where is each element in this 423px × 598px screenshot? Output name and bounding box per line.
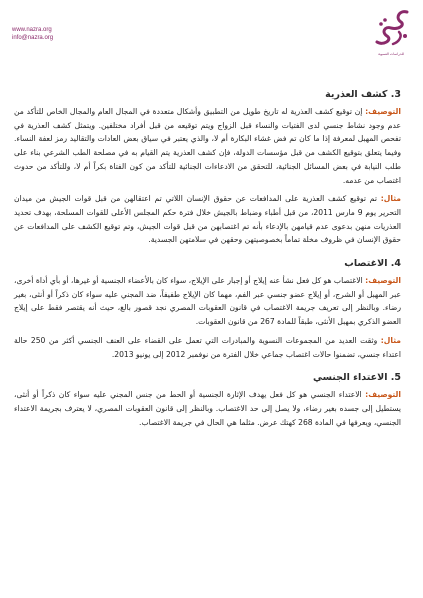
- paragraph-label: التوصيف:: [365, 276, 401, 286]
- email-link[interactable]: info@nazra.org: [12, 35, 54, 41]
- paragraph-text: إن توقيع كشف العذرية له تاريخ طويل من التطبيق وأشكال متعددة في المجال العام والمجال الخاص للتأكد من عدم وجود نشاط جنسي لدى الفتيات والنساء قبل الزواج ويتم توقيعه من قبل أفراد مختلفين. ويتمثل كشف العذرية في تفحص المهبل لمعرفة إذا ما كان تم فض غشاء البكارة أم لا، والذي يعتبر في سياق بعض العادات والتقاليد رمز لعفة النساء. وفيما يتعلق بتوقيع الكشف من قبل مؤسسات الدولة، فإن كشف العذرية يتم القيام به في مصلحة الطب الشرعي بناء على طلب النيابة في بعض المسائل الجنائية، للتحقق من الادعاءات الجنائية للتأكد من كون الفتاة بكراً أم لا، وللتأكد من حدوث اغتصاب من عدمه.: [14, 107, 401, 185]
- paragraph-text: الاعتداء الجنسي هو كل فعل يهدف الإثارة الجنسية أو الحط من جنس المجني عليه سواء كان ذكراً أو أنثى، يستطيل إلى جسده بغير رضاء، ولا يصل إلى حد الاغتصاب. وبالنظر إلى قانون العقوبات المصري، لا يعترف بجريمة الاعتداء الجنسي، ويعرفها في المادة 268 كهتك عرض. مثلما هي الحال في جريمة الاغتصاب.: [14, 390, 401, 427]
- nazra-logo-mark-icon: [369, 6, 413, 52]
- section-title: 5. الاعتداء الجنسي: [313, 372, 401, 384]
- paragraph-text: الاغتصاب هو كل فعل نشأ عنه إيلاج أو إجبار على الإيلاج، سواء كان بالأعضاء الجنسية أو غيرها، أو بأي أداة أخرى، عبر المهبل أو الشرج، أو إيلاج عضو جنسي عبر الفم، مهما كان الإيلاج طفيفاً، ضد المجني عليه سواء كان ذكراً أو أنثى، بغير رضاء. وبالنظر إلى تعريف جريمة الاغتصاب في قانون العقوبات المصري نجد قصور بالغ، حيث أنه يقتصر فقط على إيلاج العضو الذكري بمهبل الأنثى، طبقاً للمادة 267 من قانون العقوبات.: [14, 276, 401, 327]
- section-title: 3. كشف العذرية: [325, 89, 401, 100]
- paragraph-text: وثقت العديد من المجموعات النسوية والمبادرات التي تعمل على القضاء على العنف الجنسي أكثر من 250 حالة اعتداء جنسي، تضمنوا حالات اغتصاب جماعي خلال الفترة من نوفمبر 2012 إلى يونيو 2013.: [14, 335, 401, 359]
- logo-caption: للدراسات النسوية: [378, 52, 404, 56]
- paragraph-text: تم توقيع كشف العذرية على المدافعات عن حقوق الإنسان اللاتي تم اعتقالهن من قبل قوات الجيش من ميدان التحرير يوم 9 مارس 2011، من قبل أطباء وضباط بالجيش خلال فترة حكم المجلس الأعلى للقوات المسلحة، بهدف تحديد العذريات منهن بدعوى عدم قيامهن بالإدعاء بأنه تم اغتصابهن من قبل قوات الجيش، وتم توقيع الكشف على المدافعات عن حقوق الإنسان في ظروف مخلة تماماً بخصوصيتهن وحقهن في سلامتهن الجسدية.: [14, 194, 401, 245]
- paragraph-label: مثال:: [380, 335, 402, 345]
- paragraph: [14, 388, 401, 429]
- section-1: [14, 88, 401, 247]
- header-contact: [12, 26, 53, 42]
- website-link[interactable]: www.nazra.org: [12, 27, 52, 33]
- paragraph: [14, 192, 401, 247]
- nazra-logo: [367, 6, 415, 66]
- document-body: [14, 64, 401, 434]
- section-3: [14, 371, 401, 429]
- paragraph-label: مثال:: [380, 194, 401, 204]
- paragraph-label: التوصيف:: [365, 390, 401, 400]
- paragraph: [14, 274, 401, 329]
- paragraph: [14, 334, 401, 361]
- paragraph: [14, 105, 401, 187]
- paragraph-label: التوصيف:: [365, 107, 401, 116]
- section-title: 4. الاغتصاب: [344, 258, 401, 270]
- section-2: [14, 257, 401, 361]
